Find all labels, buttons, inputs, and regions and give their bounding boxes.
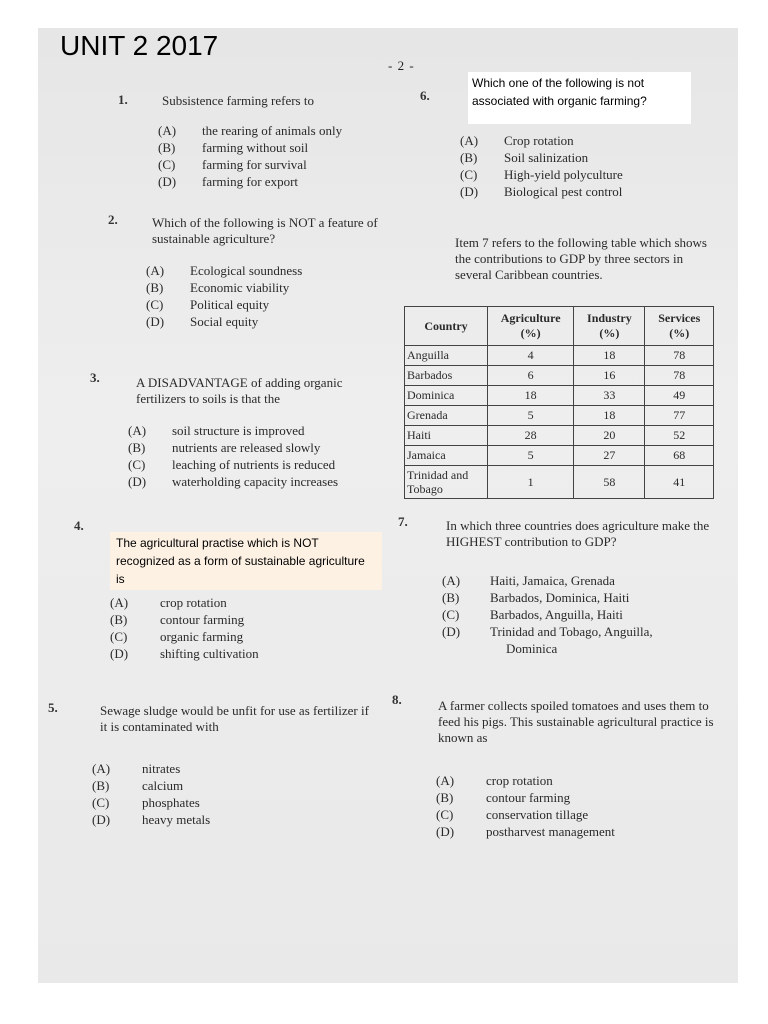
option-text: leaching of nutrients is reduced — [172, 457, 336, 472]
option-d[interactable] — [92, 811, 210, 828]
option-text: conservation tillage — [486, 807, 589, 822]
table-header-row — [405, 307, 714, 346]
option-label: (A) — [158, 123, 177, 138]
option-text: contour farming — [486, 790, 571, 805]
option-label: (D) — [436, 824, 455, 839]
services-cell: 68 — [645, 446, 714, 466]
option-label: (C) — [460, 167, 478, 182]
option-a[interactable] — [436, 772, 615, 789]
option-label: (A) — [442, 573, 461, 588]
question-3-text: A DISADVANTAGE of adding organic fertilizers to soils is that the — [136, 375, 343, 406]
option-text: shifting cultivation — [160, 646, 259, 661]
option-text: farming for survival — [202, 157, 307, 172]
option-a[interactable] — [158, 122, 342, 139]
option-text: phosphates — [142, 795, 200, 810]
option-text: Barbados, Dominica, Haiti — [490, 590, 630, 605]
option-label: (B) — [146, 280, 164, 295]
option-label: (A) — [128, 423, 147, 438]
item-7-intro: Item 7 refers to the following table which shows the contributions to GDP by three sectors in several Caribbean countries. — [455, 235, 707, 282]
option-d[interactable] — [158, 173, 342, 190]
option-label: (B) — [158, 140, 176, 155]
option-c[interactable] — [92, 794, 210, 811]
agriculture-cell: 18 — [488, 386, 574, 406]
option-d[interactable] — [436, 823, 615, 840]
question-5-number: 5. — [48, 700, 58, 715]
agriculture-cell: 28 — [488, 426, 574, 446]
services-cell: 52 — [645, 426, 714, 446]
option-c[interactable] — [460, 166, 623, 183]
option-text: High-yield polyculture — [504, 167, 623, 182]
option-b[interactable] — [92, 777, 210, 794]
question-1-options — [158, 122, 342, 190]
option-label: (C) — [128, 457, 146, 472]
question-5-options — [92, 760, 210, 828]
question-1-number: 1. — [118, 92, 128, 107]
table-row — [405, 446, 714, 466]
question-7-options — [442, 572, 653, 657]
option-text: Haiti, Jamaica, Grenada — [490, 573, 615, 588]
option-text: soil structure is improved — [172, 423, 305, 438]
services-cell: 41 — [645, 466, 714, 499]
question-1-text: Subsistence farming refers to — [162, 93, 314, 108]
question-6-text: Which one of the following is not associated with organic farming? — [468, 72, 691, 124]
option-label: (C) — [436, 807, 454, 822]
page-number: - 2 - — [388, 58, 415, 73]
option-b[interactable] — [436, 789, 615, 806]
option-label: (D) — [442, 624, 461, 639]
option-d[interactable] — [110, 645, 259, 662]
services-cell: 78 — [645, 366, 714, 386]
option-label: (D) — [110, 646, 129, 661]
country-cell: Jamaica — [405, 446, 488, 466]
option-label: (D) — [146, 314, 165, 329]
question-6-number: 6. — [420, 88, 430, 103]
option-text: Soil salinization — [504, 150, 589, 165]
option-label: (A) — [92, 761, 111, 776]
option-text: heavy metals — [142, 812, 211, 827]
option-text: farming for export — [202, 174, 299, 189]
option-label: (B) — [128, 440, 146, 455]
option-label: (C) — [92, 795, 110, 810]
option-d[interactable] — [460, 183, 623, 200]
table-row — [405, 406, 714, 426]
option-label: (C) — [146, 297, 164, 312]
option-label: (C) — [158, 157, 176, 172]
question-8-options — [436, 772, 615, 840]
option-text: Crop rotation — [504, 133, 574, 148]
option-b[interactable] — [128, 439, 338, 456]
option-text: nitrates — [142, 761, 181, 776]
question-3-number: 3. — [90, 370, 100, 385]
gdp-table — [404, 306, 714, 499]
option-text: Biological pest control — [504, 184, 623, 199]
option-label: (B) — [460, 150, 478, 165]
option-label: (C) — [442, 607, 460, 622]
option-d[interactable] — [442, 623, 653, 640]
option-label: (C) — [110, 629, 128, 644]
question-2-number: 2. — [108, 212, 118, 227]
table-row — [405, 366, 714, 386]
option-d[interactable] — [146, 313, 302, 330]
column-header: Services (%) — [645, 307, 714, 346]
question-5-text: Sewage sludge would be unfit for use as fertilizer if it is contaminated with — [100, 703, 369, 734]
country-cell: Anguilla — [405, 346, 488, 366]
table-row — [405, 426, 714, 446]
column-header: Industry (%) — [574, 307, 645, 346]
agriculture-cell: 4 — [488, 346, 574, 366]
option-a[interactable] — [146, 262, 302, 279]
option-label: (B) — [110, 612, 128, 627]
option-c[interactable] — [442, 606, 653, 623]
option-a[interactable] — [460, 132, 623, 149]
option-label: (A) — [460, 133, 479, 148]
option-label: (D) — [128, 474, 147, 489]
country-cell: Dominica — [405, 386, 488, 406]
question-3-options — [128, 422, 338, 490]
option-b[interactable] — [460, 149, 623, 166]
option-label: (D) — [92, 812, 111, 827]
services-cell: 78 — [645, 346, 714, 366]
scanned-page — [38, 28, 738, 983]
country-cell: Grenada — [405, 406, 488, 426]
option-text: crop rotation — [486, 773, 553, 788]
option-a[interactable] — [128, 422, 338, 439]
option-label: (D) — [158, 174, 177, 189]
unit-title: UNIT 2 2017 — [60, 30, 219, 61]
services-cell: 49 — [645, 386, 714, 406]
industry-cell: 18 — [574, 406, 645, 426]
option-b[interactable] — [442, 589, 653, 606]
option-text: farming without soil — [202, 140, 309, 155]
industry-cell: 33 — [574, 386, 645, 406]
question-4-options — [110, 594, 259, 662]
option-text: Trinidad and Tobago, Anguilla, — [490, 624, 653, 639]
question-6-options — [460, 132, 623, 200]
option-text: organic farming — [160, 629, 244, 644]
industry-cell: 20 — [574, 426, 645, 446]
question-8-number: 8. — [392, 692, 402, 707]
column-header: Agriculture (%) — [488, 307, 574, 346]
option-c[interactable] — [128, 456, 338, 473]
industry-cell: 27 — [574, 446, 645, 466]
option-a[interactable] — [442, 572, 653, 589]
option-label: (A) — [436, 773, 455, 788]
option-b[interactable] — [146, 279, 302, 296]
country-cell: Haiti — [405, 426, 488, 446]
question-4-number: 4. — [74, 518, 84, 533]
agriculture-cell: 1 — [488, 466, 574, 499]
option-label: (D) — [460, 184, 479, 199]
agriculture-cell: 6 — [488, 366, 574, 386]
table-row — [405, 466, 714, 499]
option-a[interactable] — [110, 594, 259, 611]
option-text: calcium — [142, 778, 184, 793]
option-text: Economic viability — [190, 280, 290, 295]
option-label: (A) — [146, 263, 165, 278]
industry-cell: 16 — [574, 366, 645, 386]
table-row — [405, 386, 714, 406]
industry-cell: 18 — [574, 346, 645, 366]
question-7-number: 7. — [398, 514, 408, 529]
option-text: waterholding capacity increases — [172, 474, 339, 489]
option-label: (B) — [92, 778, 110, 793]
option-text: Barbados, Anguilla, Haiti — [490, 607, 623, 622]
option-c[interactable] — [146, 296, 302, 313]
question-7-text: In which three countries does agriculture make the HIGHEST contribution to GDP? — [446, 518, 710, 549]
table-row — [405, 346, 714, 366]
option-text: contour farming — [160, 612, 245, 627]
option-c[interactable] — [436, 806, 615, 823]
services-cell: 77 — [645, 406, 714, 426]
agriculture-cell: 5 — [488, 406, 574, 426]
option-b[interactable] — [110, 611, 259, 628]
option-text: postharvest management — [486, 824, 615, 839]
option-d[interactable] — [128, 473, 338, 490]
country-cell: Trinidad and Tobago — [405, 466, 488, 499]
agriculture-cell: 5 — [488, 446, 574, 466]
option-text: the rearing of animals only — [202, 123, 343, 138]
option-text: crop rotation — [160, 595, 227, 610]
option-a[interactable] — [92, 760, 210, 777]
option-text: nutrients are released slowly — [172, 440, 321, 455]
option-label: (B) — [436, 790, 454, 805]
option-b[interactable] — [158, 139, 342, 156]
question-4-text: The agricultural practise which is NOT recognized as a form of sustainable agriculture is — [110, 532, 382, 590]
option-text: Social equity — [190, 314, 259, 329]
question-8-text: A farmer collects spoiled tomatoes and uses them to feed his pigs. This sustainable agricultural practice is known as — [438, 698, 714, 745]
question-2-text: Which of the following is NOT a feature of sustainable agriculture? — [152, 215, 378, 246]
industry-cell: 58 — [574, 466, 645, 499]
option-c[interactable] — [158, 156, 342, 173]
option-label: (A) — [110, 595, 129, 610]
option-d-continuation: Dominica — [506, 641, 558, 656]
country-cell: Barbados — [405, 366, 488, 386]
option-c[interactable] — [110, 628, 259, 645]
question-2-options — [146, 262, 302, 330]
option-label: (B) — [442, 590, 460, 605]
column-header: Country — [405, 307, 488, 346]
option-text: Political equity — [190, 297, 270, 312]
option-text: Ecological soundness — [190, 263, 303, 278]
